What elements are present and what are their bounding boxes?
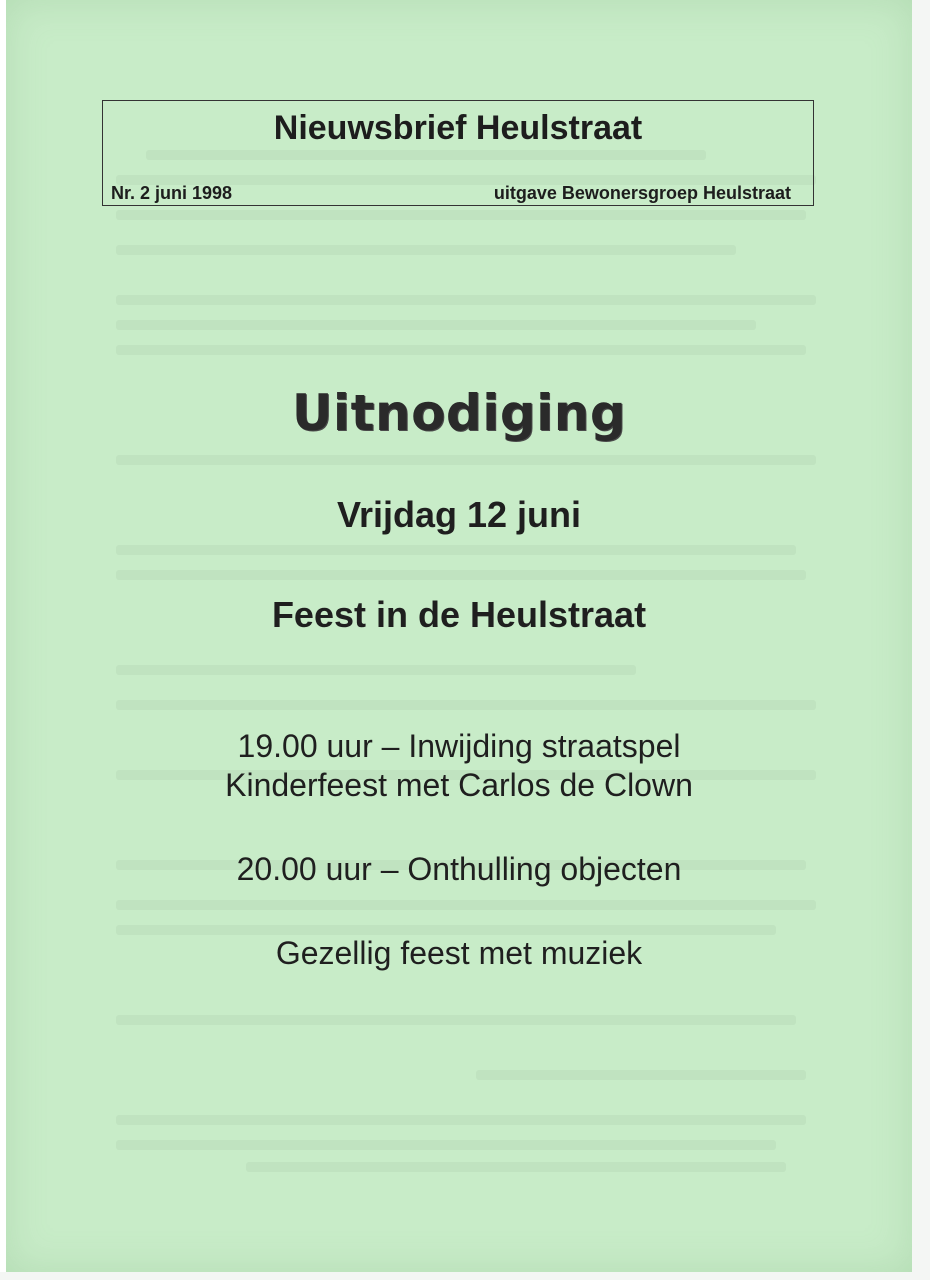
program-item: Kinderfeest met Carlos de Clown xyxy=(225,767,693,803)
issue-number: Nr. 2 juni 1998 xyxy=(111,183,233,203)
newsletter-title: Nieuwsbrief Heulstraat xyxy=(273,109,643,147)
newsletter-page xyxy=(6,0,912,1272)
invitation-headline: Uitnodiging xyxy=(291,384,627,442)
masthead-box xyxy=(102,100,814,206)
program-item: Gezellig feest met muziek xyxy=(275,935,643,971)
program-item: 19.00 uur – Inwijding straatspel xyxy=(237,728,681,764)
program-item: 20.00 uur – Onthulling objecten xyxy=(236,851,682,887)
publisher-line: uitgave Bewonersgroep Heulstraat xyxy=(493,183,791,203)
scan-margin-bottom xyxy=(0,1272,930,1280)
event-date: Vrijdag 12 juni xyxy=(336,494,582,535)
event-title: Feest in de Heulstraat xyxy=(271,594,647,635)
scan-margin-right xyxy=(912,0,930,1280)
